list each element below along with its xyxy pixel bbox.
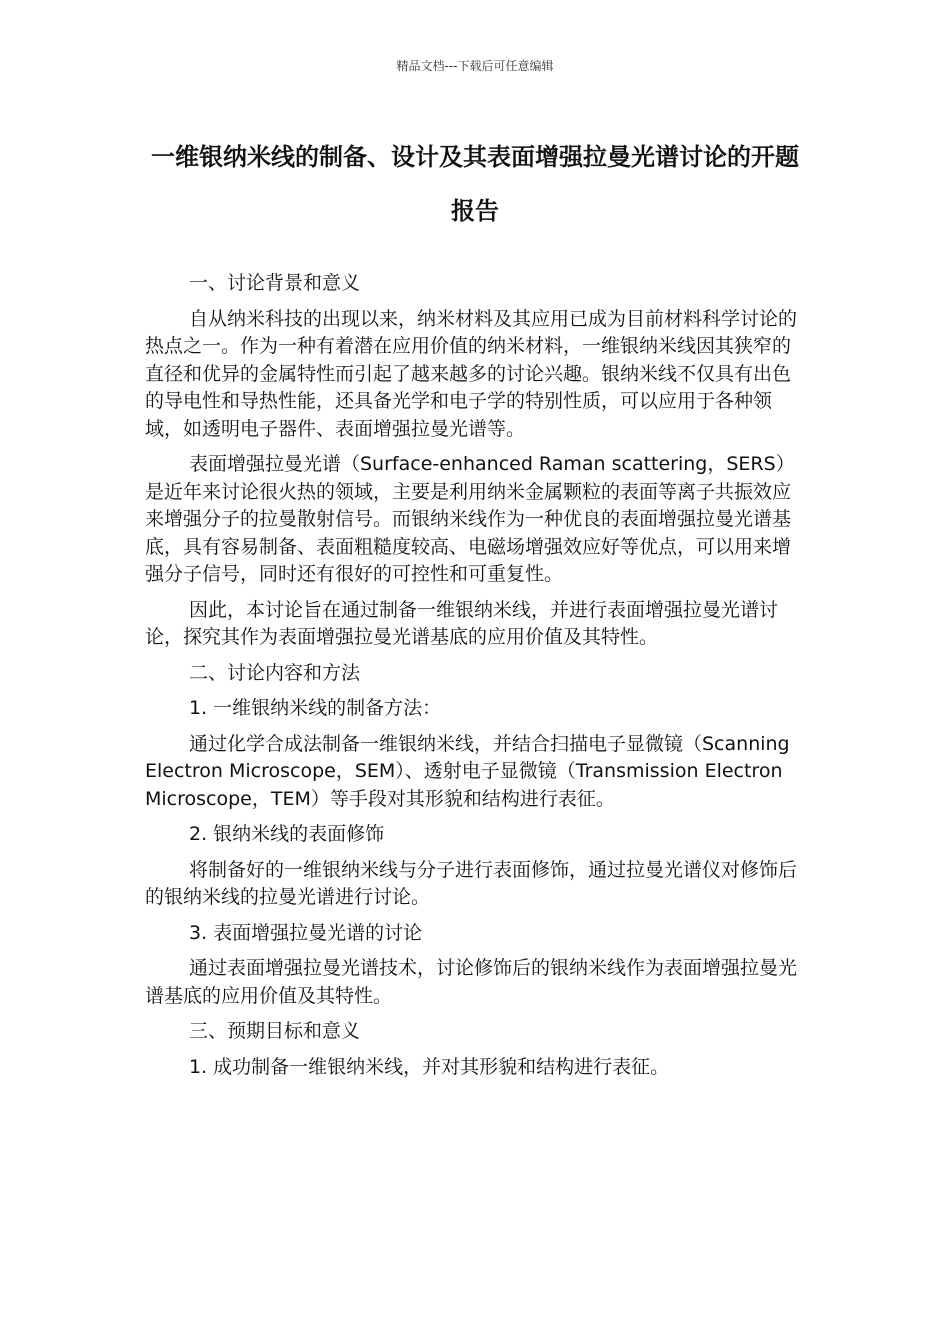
paragraph: 通过表面增强拉曼光谱技术，讨论修饰后的银纳米线作为表面增强拉曼光谱基底的应用价值及其特性。 xyxy=(145,957,798,1007)
paragraph: 因此，本讨论旨在通过制备一维银纳米线，并进行表面增强拉曼光谱讨论，探究其作为表面增强拉曼光谱基底的应用价值及其特性。 xyxy=(145,598,779,648)
paragraph: 通过化学合成法制备一维银纳米线，并结合扫描电子显微镜（Scanning Electron Microscope，SEM）、透射电子显微镜（Transmission Electron Microscope，TEM）等手段对其形貌和结构进行表征。 xyxy=(145,732,790,810)
subsection-heading: 3. 表面增强拉曼光谱的讨论 xyxy=(189,921,423,944)
section-heading: 三、预期目标和意义 xyxy=(189,1020,361,1042)
paragraph: 将制备好的一维银纳米线与分子进行表面修饰，通过拉曼光谱仪对修饰后的银纳米线的拉曼光谱进行讨论。 xyxy=(145,858,798,908)
subsection-heading: 1. 一维银纳米线的制备方法： xyxy=(189,697,442,719)
page-header: 精品文档---下载后可任意编辑 xyxy=(396,59,554,73)
section-heading: 一、讨论背景和意义 xyxy=(189,272,361,294)
subsection-heading: 2. 银纳米线的表面修饰 xyxy=(189,823,385,845)
section-heading: 二、讨论内容和方法 xyxy=(189,661,361,684)
document-body xyxy=(145,270,805,1089)
list-item: 1. 成功制备一维银纳米线，并对其形貌和结构进行表征。 xyxy=(189,1055,670,1078)
paragraph: 表面增强拉曼光谱（Surface-enhanced Raman scattering，SERS）是近年来讨论很火热的领域，主要是利用纳米金属颗粒的表面等离子共振效应来增强分子的拉曼散射信号。而银纳米线作为一种优良的表面增强拉曼光谱基底，具有容易制备、表面粗糙度较高、电磁场增强效应好等优点，可以用来增强分子信号，同时还有很好的可控性和可重复性。 xyxy=(145,453,795,585)
paragraph: 自从纳米科技的出现以来，纳米材料及其应用已成为目前材料科学讨论的热点之一。作为一种有着潜在应用价值的纳米材料，一维银纳米线因其狭窄的直径和优异的金属特性而引起了越来越多的讨论兴趣。银纳米线不仅具有出色的导电性和导热性能，还具备光学和电子学的特别性质，可以应用于各种领域，如透明电子器件、表面增强拉曼光谱等。 xyxy=(145,307,798,440)
document-title: 一维银纳米线的制备、设计及其表面增强拉曼光谱讨论的开题报告 xyxy=(151,143,799,225)
